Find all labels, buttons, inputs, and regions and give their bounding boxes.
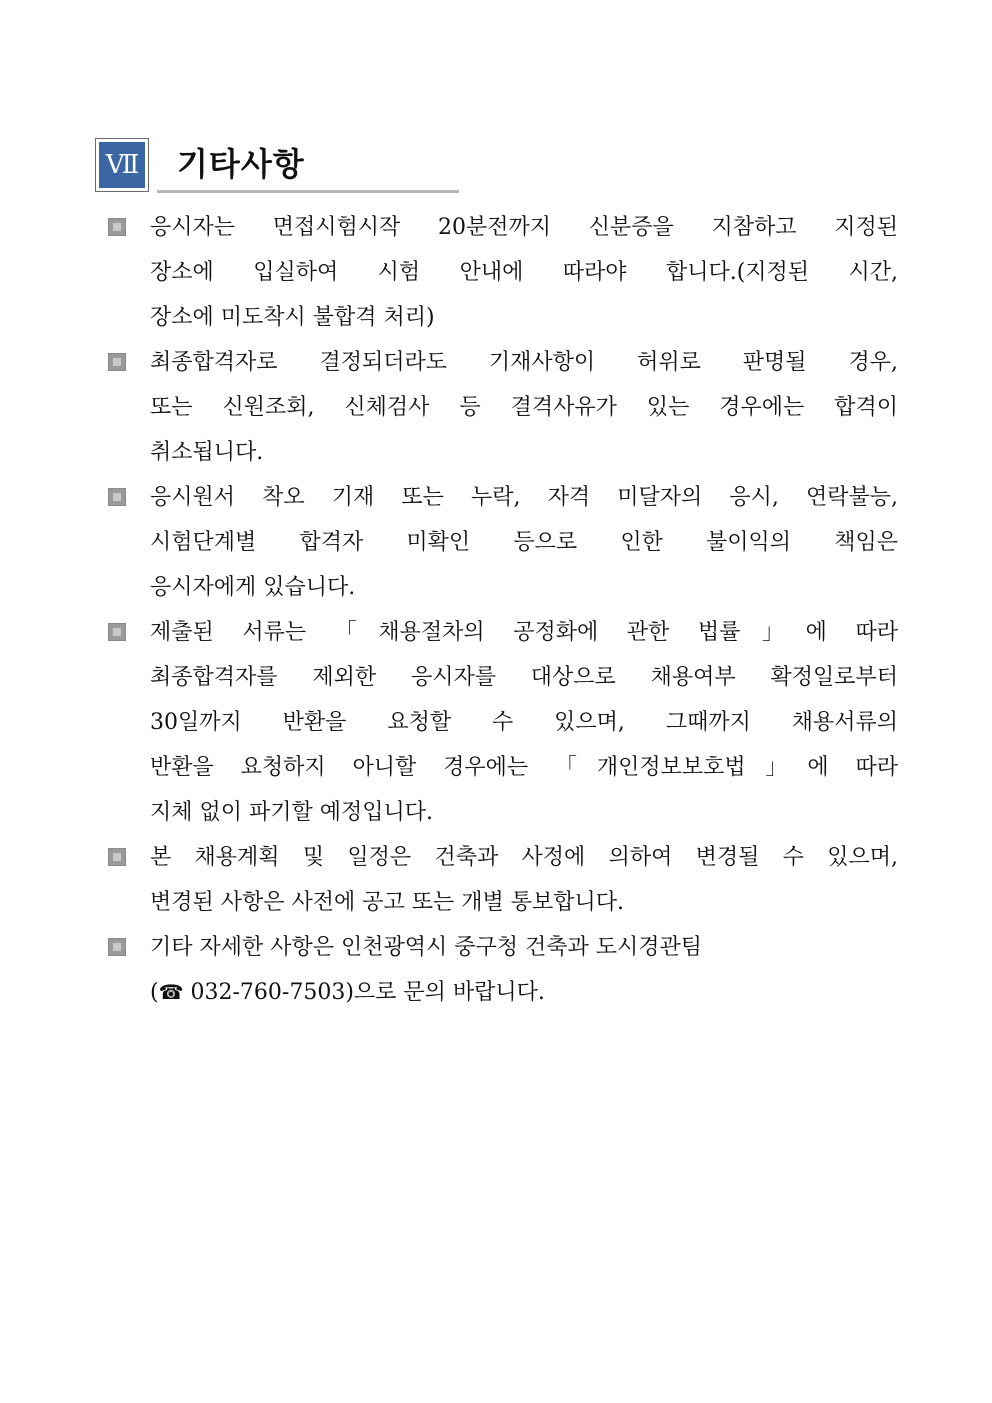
square-bullet-icon (108, 848, 126, 866)
section-number-box (95, 138, 149, 192)
square-bullet-icon (108, 218, 126, 236)
item-line: 지체 없이 파기할 예정입니다. (150, 800, 433, 825)
item-line: 30일까지 반환을 요청할 수 있으며, 그때까지 채용서류의 (150, 710, 898, 735)
item-line: 반환을 요청하지 아니할 경우에는 「개인정보보호법」에 따라 (150, 755, 898, 780)
item-line: 제출된 서류는 「채용절차의 공정화에 관한 법률」에 따라 (150, 620, 898, 645)
item-line: 또는 신원조회, 신체검사 등 결격사유가 있는 경우에는 합격이 (150, 395, 898, 420)
item-line: 최종합격자를 제외한 응시자를 대상으로 채용여부 확정일로부터 (150, 665, 898, 690)
square-bullet-icon (108, 938, 126, 956)
item-line: 취소됩니다. (150, 440, 264, 465)
item-line: 장소에 입실하여 시험 안내에 따라야 합니다.(지정된 시간, (150, 260, 898, 285)
section-title: 기타사항 (177, 145, 305, 183)
section-number: Ⅶ (99, 142, 145, 188)
list-item (108, 925, 898, 1015)
item-line: 최종합격자로 결정되더라도 기재사항이 허위로 판명될 경우, (150, 350, 898, 375)
item-line: 기타 자세한 사항은 인천광역시 중구청 건축과 도시경관팀 (150, 935, 703, 960)
list-item (108, 340, 898, 475)
title-underline (157, 190, 459, 193)
square-bullet-icon (108, 353, 126, 371)
list-item (108, 835, 898, 925)
item-line: 장소에 미도착시 불합격 처리) (150, 305, 435, 330)
notice-list (108, 205, 898, 1015)
square-bullet-icon (108, 488, 126, 506)
item-line: 변경된 사항은 사전에 공고 또는 개별 통보합니다. (150, 890, 624, 915)
square-bullet-icon (108, 623, 126, 641)
contact-line (150, 970, 898, 1015)
item-line: 본 채용계획 및 일정은 건축과 사정에 의하여 변경될 수 있으며, (150, 845, 898, 870)
list-item (108, 610, 898, 835)
item-line: 시험단계별 합격자 미확인 등으로 인한 불이익의 책임은 (150, 530, 898, 555)
contact-text: 032-760-7503)으로 문의 바랍니다. (183, 980, 545, 1005)
contact-prefix: ( (150, 980, 159, 1005)
list-item (108, 475, 898, 610)
list-item (108, 205, 898, 340)
item-line: 응시원서 착오 기재 또는 누락, 자격 미달자의 응시, 연락불능, (150, 485, 898, 510)
telephone-icon: ☎ (158, 980, 184, 1004)
item-line: 응시자에게 있습니다. (150, 575, 356, 600)
section-header (95, 138, 460, 194)
item-line: 응시자는 면접시험시작 20분전까지 신분증을 지참하고 지정된 (150, 215, 898, 240)
